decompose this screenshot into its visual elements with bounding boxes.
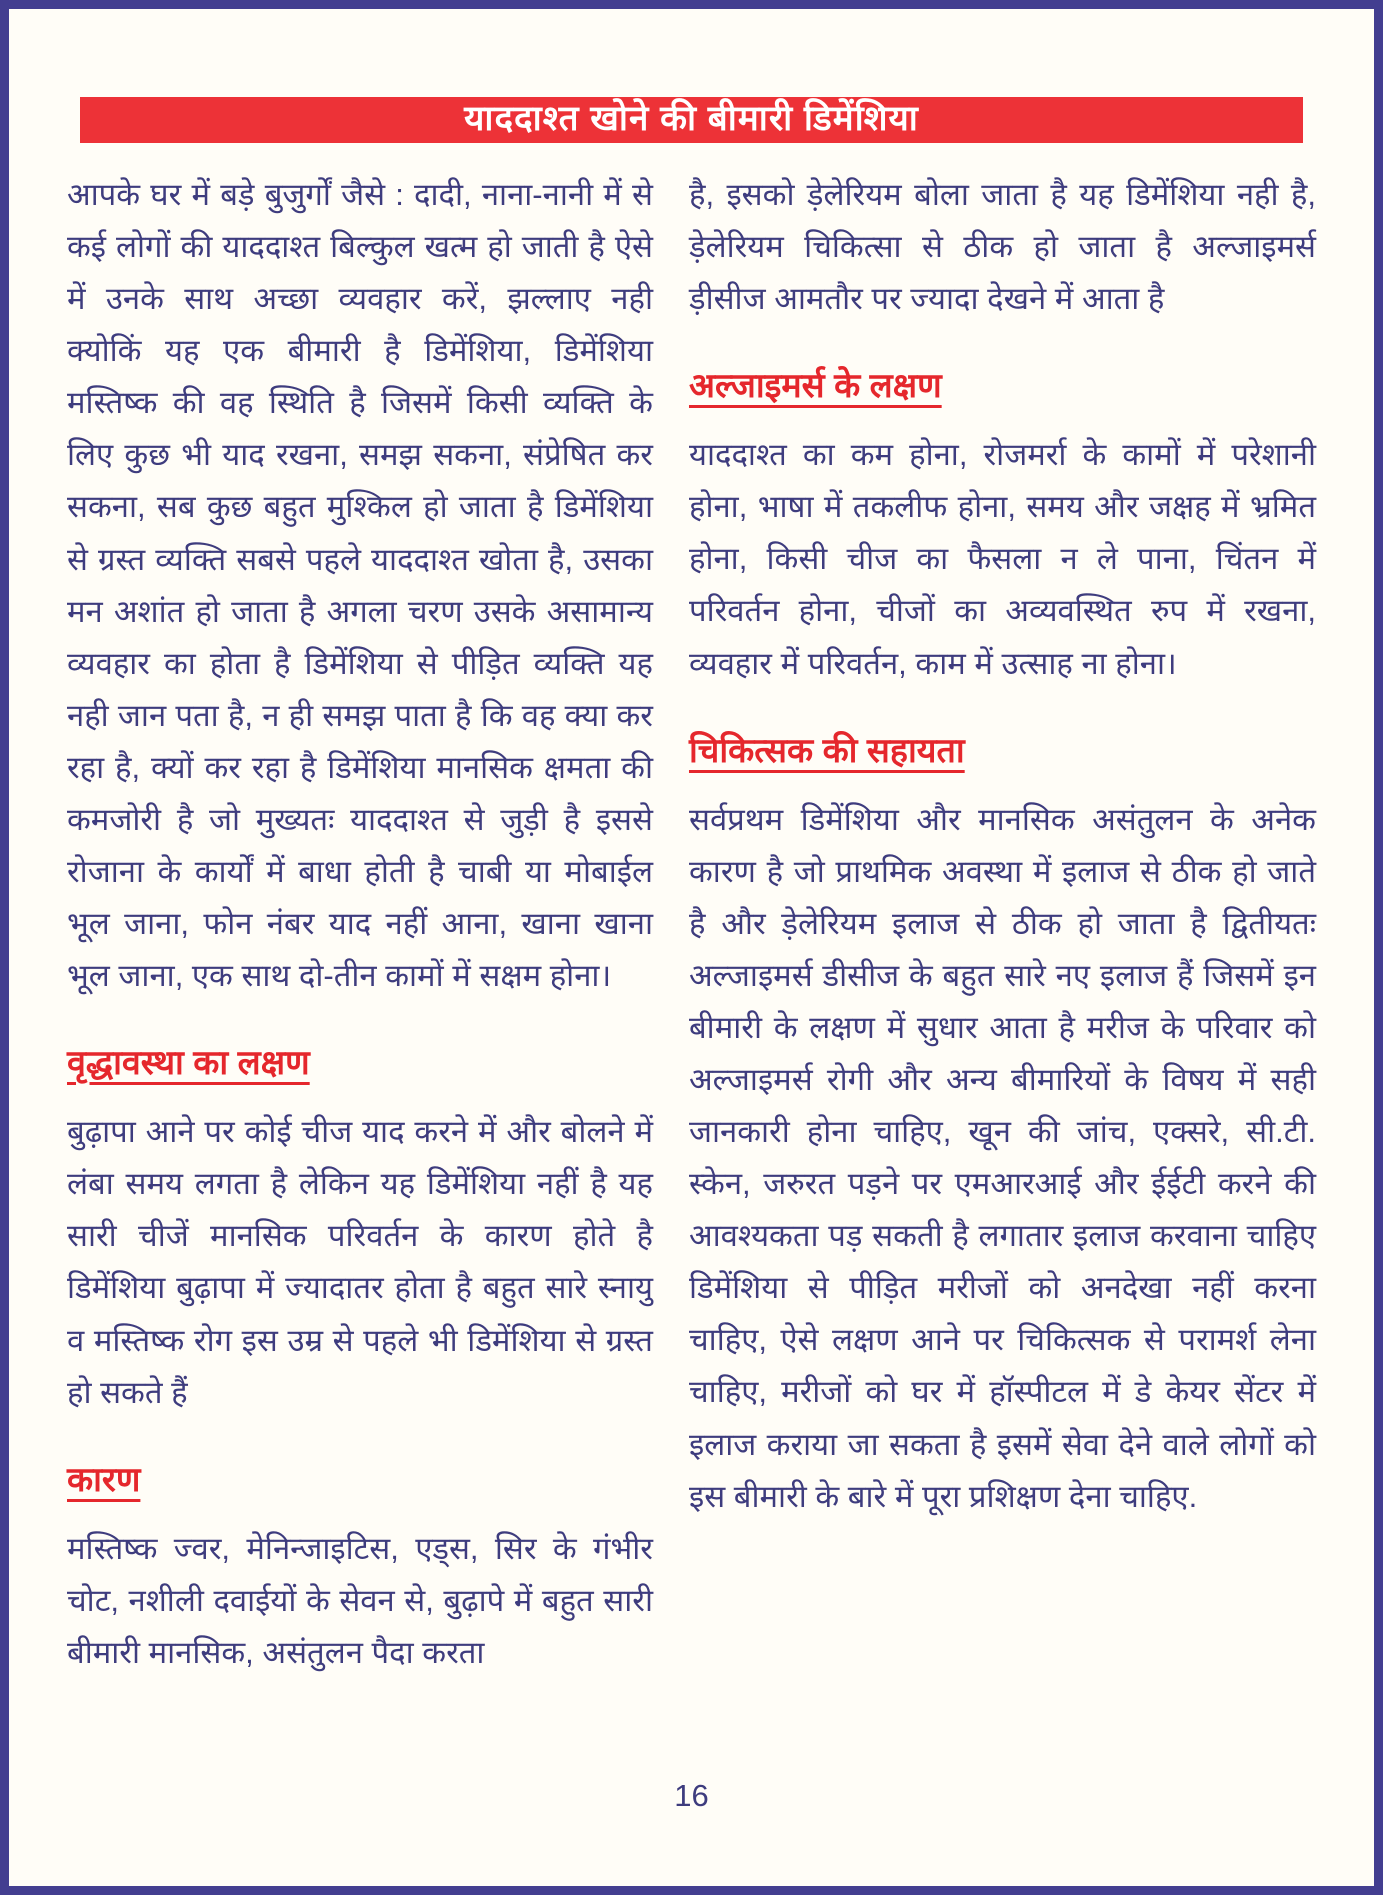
- section-heading-old-age-symptoms: वृद्धावस्था का लक्षण: [67, 1044, 310, 1083]
- page-title: याददाश्त खोने की बीमारी डिमेंशिया: [464, 98, 919, 138]
- intro-paragraph-left: आपके घर में बड़े बुजुर्गों जैसे : दादी, नाना-नानी में से कई लोगों की याददाश्त बिल्कुल खत्म हो जाती है ऐसे में उनके साथ अच्छा व्यवहार करें, झल्लाए नही क्योकिं यह एक बीमारी है डिमेंशिया, डिमेंशिया मस्तिष्क की वह स्थिति है जिसमें किसी व्यक्ति के लिए कुछ भी याद रखना, समझ सकना, संप्रेषित कर सकना, सब कुछ बहुत मुश्किल हो जाता है डिमेंशिया से ग्रस्त व्यक्ति सबसे पहले याददाश्त खोता है, उसका मन अशांत हो जाता है अगला चरण उसके असामान्य व्यवहार का होता है डिमेंशिया से पीड़ित व्यक्ति यह नही जान पता है, न ही समझ पाता है कि वह क्या कर रहा है, क्यों कर रहा है डिमेंशिया मानसिक क्षमता की कमजोरी है जो मुख्यतः याददाश्त से जुड़ी है इससे रोजाना के कार्यों में बाधा होती है चाबी या मोबाईल भूल जाना, फोन नंबर याद नहीं आना, खाना खाना भूल जाना, एक साथ दो-तीन कामों में सक्षम होना।: [67, 177, 653, 994]
- section-body-doctor-help: सर्वप्रथम डिमेंशिया और मानसिक असंतुलन के अनेक कारण है जो प्राथमिक अवस्था में इलाज से ठीक हो जाते है और ड़ेलेरियम इलाज से ठीक हो जाता है द्वितीयतः अल्जाइमर्स डीसीज के बहुत सारे नए इलाज हैं जिसमें इन बीमारी के लक्षण में सुधार आता है मरीज के परिवार को अल्जाइमर्स रोगी और अन्य बीमारियों के विषय में सही जानकारी होना चाहिए, खून की जांच, एक्सरे, सी.टी. स्केन, जरुरत पड़ने पर एमआरआई और ईईटी करने की आवश्यकता पड़ सकती है लगातार इलाज करवाना चाहिए डिमेंशिया से पीड़ित मरीजों को अनदेखा नहीं करना चाहिए, ऐसे लक्षण आने पर चिकित्सक से परामर्श लेना चाहिए, मरीजों को घर में हॉस्पीटल में डे केयर सेंटर में इलाज कराया जा सकता है इसमें सेवा देने वाले लोगों को इस बीमारी के बारे में पूरा प्रशिक्षण देना चाहिए.: [688, 801, 1316, 1514]
- intro-paragraph-right: है, इसको ड़ेलेरियम बोला जाता है यह डिमेंशिया नही है, ड़ेलेरियम चिकित्सा से ठीक हो जाता है अल्जाइमर्स ड़ीसीज आमतौर पर ज्यादा देखने में आता है: [688, 177, 1316, 317]
- page-number: 16: [674, 1778, 709, 1813]
- left-column: [67, 169, 653, 1689]
- section-body-causes: मस्तिष्क ज्वर, मेनिन्जाइटिस, एड्स, सिर के गंभीर चोट, नशीली दवाईयों के सेवन से, बुढ़ापे में बहुत सारी बीमारी मानसिक, असंतुलन पैदा करता: [67, 1530, 653, 1670]
- section-body-alzheimers-symptoms: याददाश्त का कम होना, रोजमर्रा के कामों में परेशानी होना, भाषा में तकलीफ होना, समय और जक्षह में भ्रमित होना, किसी चीज का फैसला न ले पाना, चिंतन में परिवर्तन होना, चीजों का अव्यवस्थित रुप में रखना, व्यवहार में परिवर्तन, काम में उत्साह ना होना।: [688, 437, 1316, 681]
- section-body-old-age-symptoms: बुढ़ापा आने पर कोई चीज याद करने में और बोलने में लंबा समय लगता है लेकिन यह डिमेंशिया नहीं है यह सारी चीजें मानसिक परिवर्तन के कारण होते है डिमेंशिया बुढ़ापा में ज्यादातर होता है बहुत सारे स्नायु व मस्तिष्क रोग इस उम्र से पहले भी डिमेंशिया से ग्रस्त हो सकते हैं: [67, 1114, 653, 1410]
- two-column-layout: [9, 143, 1374, 1689]
- right-column: [689, 169, 1316, 1689]
- section-heading-alzheimers-symptoms: अल्जाइमर्स के लक्षण: [688, 367, 942, 406]
- section-heading-causes: कारण: [67, 1460, 141, 1499]
- section-heading-doctor-help: चिकित्सक की सहायता: [688, 731, 965, 770]
- title-banner: [80, 97, 1303, 143]
